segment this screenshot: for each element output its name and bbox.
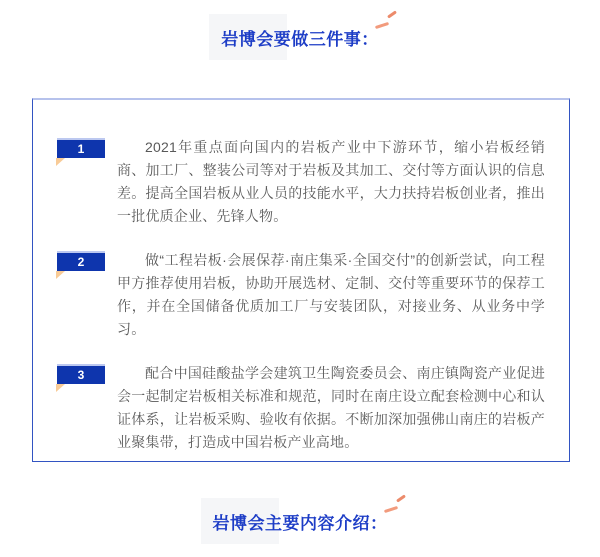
item-number-badge: 2: [57, 251, 105, 271]
list-item: [57, 362, 545, 454]
item-text: 配合中国硅酸盐学会建筑卫生陶瓷委员会、南庄镇陶瓷产业促进会一起制定岩板相关标准和规范，同时在南庄设立配套检测中心和认证体系，让岩板采购、验收有依据。不断加深加强佛山南庄的岩板产业聚集带，打造成中国岩板产业高地。: [117, 365, 545, 450]
content-box: [32, 98, 570, 462]
section-title: 岩博会要做三件事：: [221, 30, 379, 49]
item-number-badge: 3: [57, 364, 105, 384]
accent-strokes-icon: [375, 10, 399, 30]
section-title-wrap: [213, 512, 388, 536]
section-header-tasks: [0, 28, 600, 52]
accent-strokes-icon: [384, 494, 408, 514]
item-number-badge: 1: [57, 138, 105, 158]
section-title: 岩博会主要内容介绍：: [212, 514, 388, 533]
section-header-contents: [0, 512, 600, 536]
item-text: 做“工程岩板·会展保荐·南庄集采·全国交付”的创新尝试，向工程甲方推荐使用岩板，协助开展选材、定制、交付等重要环节的保荐工作，并在全国储备优质加工厂与安装团队，对接业务、从业务中学习。: [117, 252, 545, 337]
item-text: 2021年重点面向国内的岩板产业中下游环节，缩小岩板经销商、加工厂、整装公司等对于岩板及其加工、交付等方面认识的信息差。提高全国岩板从业人员的技能水平，大力扶持岩板创业者，推出一批优质企业、先锋人物。: [117, 139, 545, 224]
section-title-wrap: [221, 28, 379, 52]
list-item: [57, 136, 545, 228]
list-item: [57, 249, 545, 341]
